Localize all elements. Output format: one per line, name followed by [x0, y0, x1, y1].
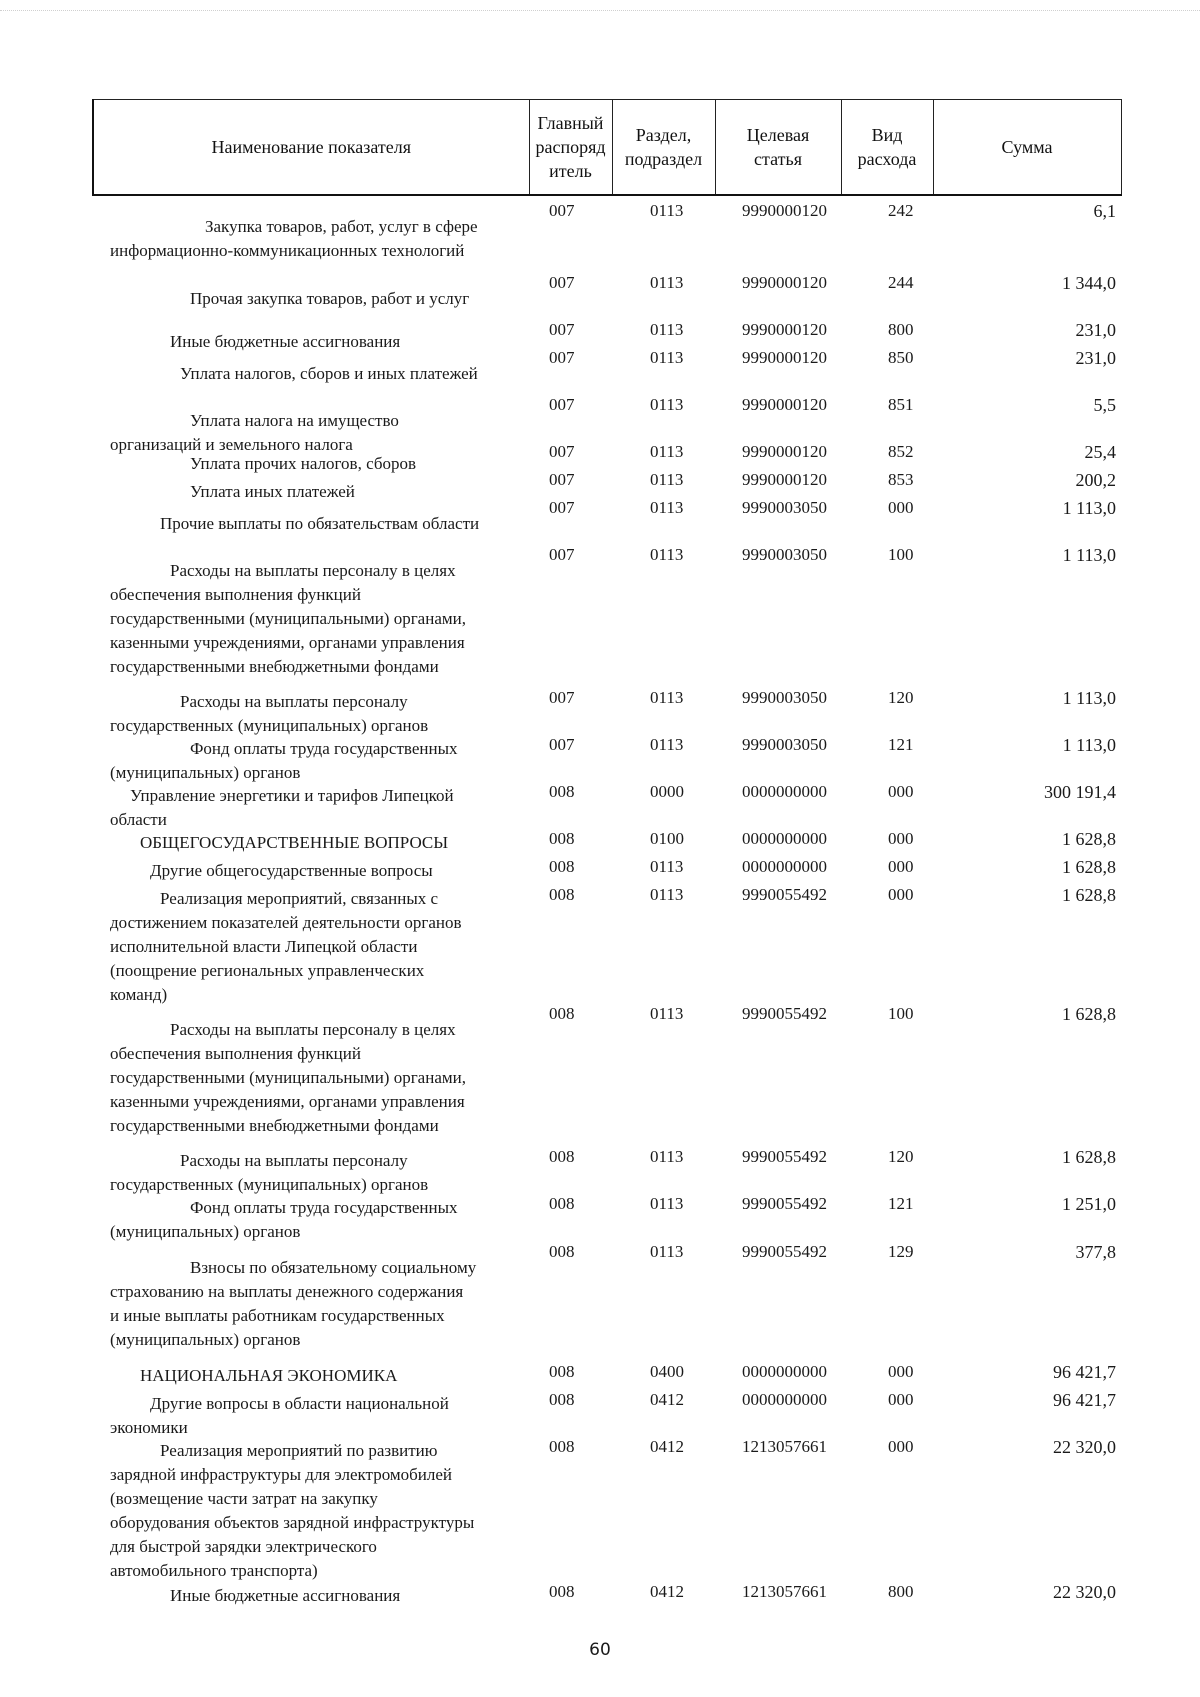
row-name-line: оборудования объектов зарядной инфраструктуры [110, 1513, 475, 1532]
row-name [110, 480, 520, 504]
row-admin: 007 [549, 498, 575, 517]
table-header [92, 99, 1122, 196]
row-name-line: Расходы на выплаты персоналу в целях [170, 1020, 456, 1039]
row-sum: 200,2 [1075, 470, 1116, 490]
row-name-line: (муниципальных) органов [110, 1222, 301, 1241]
row-admin: 008 [549, 1004, 575, 1023]
row-kind: 000 [888, 1362, 914, 1381]
row-section: 0412 [650, 1390, 684, 1409]
header-target: Целевая статья [715, 100, 841, 196]
row-name-line: Другие вопросы в области национальной [150, 1394, 449, 1413]
row-sum: 300 191,4 [1044, 782, 1116, 802]
row-section: 0113 [650, 442, 684, 461]
row-target: 0000000000 [742, 829, 827, 848]
row-kind: 121 [888, 735, 914, 754]
row-name-line: государственными внебюджетными фондами [110, 1116, 439, 1135]
header-sum: Сумма [933, 100, 1121, 196]
row-name [110, 559, 520, 679]
row-kind: 853 [888, 470, 914, 489]
row-admin: 008 [549, 1582, 575, 1601]
row-name-line: Уплата налогов, сборов и иных платежей [180, 364, 478, 383]
row-admin: 008 [549, 1390, 575, 1409]
row-name [110, 409, 520, 457]
row-section: 0113 [650, 348, 684, 367]
row-sum: 1 113,0 [1062, 735, 1116, 755]
row-section: 0113 [650, 1004, 684, 1023]
row-section: 0113 [650, 498, 684, 517]
row-name [110, 1439, 520, 1583]
row-kind: 100 [888, 545, 914, 564]
row-kind: 244 [888, 273, 914, 292]
row-name-line: казенными учреждениями, органами управления [110, 1092, 465, 1111]
row-target: 9990000120 [742, 273, 827, 292]
row-name [110, 831, 520, 855]
row-sum: 1 113,0 [1062, 498, 1116, 518]
row-name-line: для быстрой зарядки электрического [110, 1537, 377, 1556]
row-name-line: обеспечения выполнения функций [110, 1044, 361, 1063]
row-target: 1213057661 [742, 1582, 827, 1601]
page-top-edge [0, 10, 1200, 11]
row-target: 9990055492 [742, 1194, 827, 1213]
row-name-line: автомобильного транспорта) [110, 1561, 318, 1580]
row-target: 9990055492 [742, 1004, 827, 1023]
row-name [110, 452, 520, 476]
row-name-line: Другие общегосударственные вопросы [150, 861, 433, 880]
row-name [110, 1256, 520, 1352]
row-admin: 007 [549, 395, 575, 414]
row-target: 9990000120 [742, 201, 827, 220]
row-name-line: Уплата налога на имущество [190, 411, 399, 430]
row-kind: 242 [888, 201, 914, 220]
row-sum: 22 320,0 [1053, 1582, 1116, 1602]
row-name-line: организаций и земельного налога [110, 435, 353, 454]
row-target: 0000000000 [742, 857, 827, 876]
row-admin: 007 [549, 273, 575, 292]
row-kind: 850 [888, 348, 914, 367]
row-name-line: государственных (муниципальных) органов [110, 716, 429, 735]
row-kind: 800 [888, 320, 914, 339]
row-name-line: Управление энергетики и тарифов Липецкой [130, 786, 454, 805]
row-section: 0113 [650, 1242, 684, 1261]
row-kind: 851 [888, 395, 914, 414]
row-name-line: ОБЩЕГОСУДАРСТВЕННЫЕ ВОПРОСЫ [140, 833, 449, 852]
row-target: 9990003050 [742, 735, 827, 754]
row-kind: 852 [888, 442, 914, 461]
row-kind: 000 [888, 829, 914, 848]
row-name-line: информационно-коммуникационных технологий [110, 241, 465, 260]
row-section: 0113 [650, 688, 684, 707]
row-name-line: Закупка товаров, работ, услуг в сфере [205, 217, 478, 236]
row-target: 9990003050 [742, 545, 827, 564]
row-sum: 6,1 [1093, 201, 1116, 221]
row-name-line: (муниципальных) органов [110, 763, 301, 782]
row-kind: 000 [888, 782, 914, 801]
row-sum: 1 251,0 [1062, 1194, 1116, 1214]
row-name [110, 512, 520, 536]
row-section: 0400 [650, 1362, 684, 1381]
row-admin: 007 [549, 688, 575, 707]
row-name [110, 1584, 520, 1608]
header-section: Раздел, подраздел [612, 100, 715, 196]
row-target: 9990000120 [742, 320, 827, 339]
row-sum: 25,4 [1084, 442, 1116, 462]
row-name [110, 215, 520, 263]
row-name-line: Реализация мероприятий по развитию [160, 1441, 438, 1460]
row-sum: 96 421,7 [1053, 1362, 1116, 1382]
row-target: 9990003050 [742, 688, 827, 707]
row-target: 9990055492 [742, 885, 827, 904]
row-target: 9990000120 [742, 395, 827, 414]
row-admin: 007 [549, 470, 575, 489]
row-name [110, 1018, 520, 1138]
row-sum: 5,5 [1093, 395, 1116, 415]
row-name-line: (поощрение региональных управленческих [110, 961, 425, 980]
row-admin: 008 [549, 1194, 575, 1213]
row-name-line: Прочие выплаты по обязательствам области [160, 514, 480, 533]
row-name-line: Иные бюджетные ассигнования [170, 1586, 401, 1605]
row-section: 0113 [650, 885, 684, 904]
row-admin: 007 [549, 320, 575, 339]
row-target: 0000000000 [742, 782, 827, 801]
row-name [110, 1149, 520, 1197]
row-kind: 120 [888, 1147, 914, 1166]
row-name-line: НАЦИОНАЛЬНАЯ ЭКОНОМИКА [140, 1366, 398, 1385]
row-section: 0412 [650, 1582, 684, 1601]
row-admin: 008 [549, 1147, 575, 1166]
row-admin: 007 [549, 545, 575, 564]
row-name [110, 1364, 520, 1388]
row-name-line: Уплата иных платежей [190, 482, 355, 501]
row-section: 0412 [650, 1437, 684, 1456]
row-admin: 007 [549, 348, 575, 367]
row-name [110, 690, 520, 738]
row-kind: 121 [888, 1194, 914, 1213]
row-kind: 129 [888, 1242, 914, 1261]
row-target: 9990055492 [742, 1147, 827, 1166]
row-kind: 120 [888, 688, 914, 707]
row-admin: 008 [549, 829, 575, 848]
row-name-line: Прочая закупка товаров, работ и услуг [190, 289, 470, 308]
row-sum: 1 628,8 [1062, 1147, 1116, 1167]
row-admin: 008 [549, 885, 575, 904]
row-name-line: Фонд оплаты труда государственных [190, 739, 458, 758]
row-admin: 008 [549, 1362, 575, 1381]
row-target: 1213057661 [742, 1437, 827, 1456]
row-name [110, 287, 520, 311]
row-kind: 000 [888, 885, 914, 904]
row-name-line: (муниципальных) органов [110, 1330, 301, 1349]
row-name-line: достижением показателей деятельности органов [110, 913, 462, 932]
row-name-line: исполнительной власти Липецкой области [110, 937, 418, 956]
row-name-line: Уплата прочих налогов, сборов [190, 454, 416, 473]
row-target: 0000000000 [742, 1362, 827, 1381]
row-name-line: государственными внебюджетными фондами [110, 657, 439, 676]
row-sum: 22 320,0 [1053, 1437, 1116, 1457]
row-name [110, 1392, 520, 1440]
row-target: 0000000000 [742, 1390, 827, 1409]
row-name-line: команд) [110, 985, 168, 1004]
row-name [110, 737, 520, 785]
row-admin: 008 [549, 1242, 575, 1261]
row-admin: 007 [549, 735, 575, 754]
row-sum: 1 628,8 [1062, 1004, 1116, 1024]
row-name [110, 784, 520, 832]
row-sum: 1 628,8 [1062, 829, 1116, 849]
row-target: 9990003050 [742, 498, 827, 517]
row-target: 9990055492 [742, 1242, 827, 1261]
row-sum: 1 344,0 [1062, 273, 1116, 293]
row-section: 0113 [650, 201, 684, 220]
row-name-line: государственными (муниципальными) органами, [110, 1068, 466, 1087]
row-name-line: государственными (муниципальными) органами, [110, 609, 466, 628]
row-admin: 008 [549, 857, 575, 876]
row-kind: 000 [888, 857, 914, 876]
row-name-line: Расходы на выплаты персоналу [180, 692, 408, 711]
row-section: 0113 [650, 273, 684, 292]
row-name-line: зарядной инфраструктуры для электромобилей [110, 1465, 453, 1484]
row-section: 0113 [650, 470, 684, 489]
row-section: 0113 [650, 857, 684, 876]
row-name-line: Иные бюджетные ассигнования [170, 332, 401, 351]
row-kind: 000 [888, 1390, 914, 1409]
row-section: 0100 [650, 829, 684, 848]
header-name: Наименование показателя [93, 100, 529, 196]
row-name [110, 887, 520, 1007]
row-admin: 008 [549, 782, 575, 801]
row-kind: 100 [888, 1004, 914, 1023]
row-target: 9990000120 [742, 348, 827, 367]
row-sum: 1 113,0 [1062, 688, 1116, 708]
row-name [110, 859, 520, 883]
row-kind: 000 [888, 1437, 914, 1456]
row-target: 9990000120 [742, 442, 827, 461]
row-sum: 1 628,8 [1062, 857, 1116, 877]
row-section: 0113 [650, 545, 684, 564]
header-admin: Главный распоряд итель [529, 100, 612, 196]
row-kind: 000 [888, 498, 914, 517]
row-sum: 1 113,0 [1062, 545, 1116, 565]
row-name-line: и иные выплаты работникам государственных [110, 1306, 445, 1325]
row-name-line: Фонд оплаты труда государственных [190, 1198, 458, 1217]
row-sum: 96 421,7 [1053, 1390, 1116, 1410]
row-section: 0113 [650, 320, 684, 339]
row-name-line: Расходы на выплаты персоналу в целях [170, 561, 456, 580]
row-name-line: экономики [110, 1418, 188, 1437]
row-name-line: государственных (муниципальных) органов [110, 1175, 429, 1194]
row-section: 0000 [650, 782, 684, 801]
row-name-line: Расходы на выплаты персоналу [180, 1151, 408, 1170]
header-kind: Вид расхода [841, 100, 933, 196]
row-admin: 007 [549, 201, 575, 220]
row-name-line: (возмещение части затрат на закупку [110, 1489, 378, 1508]
row-kind: 800 [888, 1582, 914, 1601]
row-name [110, 330, 520, 354]
row-name-line: Реализация мероприятий, связанных с [160, 889, 439, 908]
row-admin: 008 [549, 1437, 575, 1456]
row-name-line: страхованию на выплаты денежного содержания [110, 1282, 464, 1301]
page-number: 60 [589, 1640, 611, 1660]
row-section: 0113 [650, 1194, 684, 1213]
row-section: 0113 [650, 735, 684, 754]
row-sum: 1 628,8 [1062, 885, 1116, 905]
row-name-line: казенными учреждениями, органами управления [110, 633, 465, 652]
row-name-line: обеспечения выполнения функций [110, 585, 361, 604]
row-admin: 007 [549, 442, 575, 461]
row-name-line: Взносы по обязательному социальному [190, 1258, 477, 1277]
row-section: 0113 [650, 395, 684, 414]
row-name [110, 362, 520, 386]
row-section: 0113 [650, 1147, 684, 1166]
row-name-line: области [110, 810, 167, 829]
row-sum: 377,8 [1075, 1242, 1116, 1262]
row-sum: 231,0 [1075, 348, 1116, 368]
row-name [110, 1196, 520, 1244]
row-sum: 231,0 [1075, 320, 1116, 340]
row-target: 9990000120 [742, 470, 827, 489]
